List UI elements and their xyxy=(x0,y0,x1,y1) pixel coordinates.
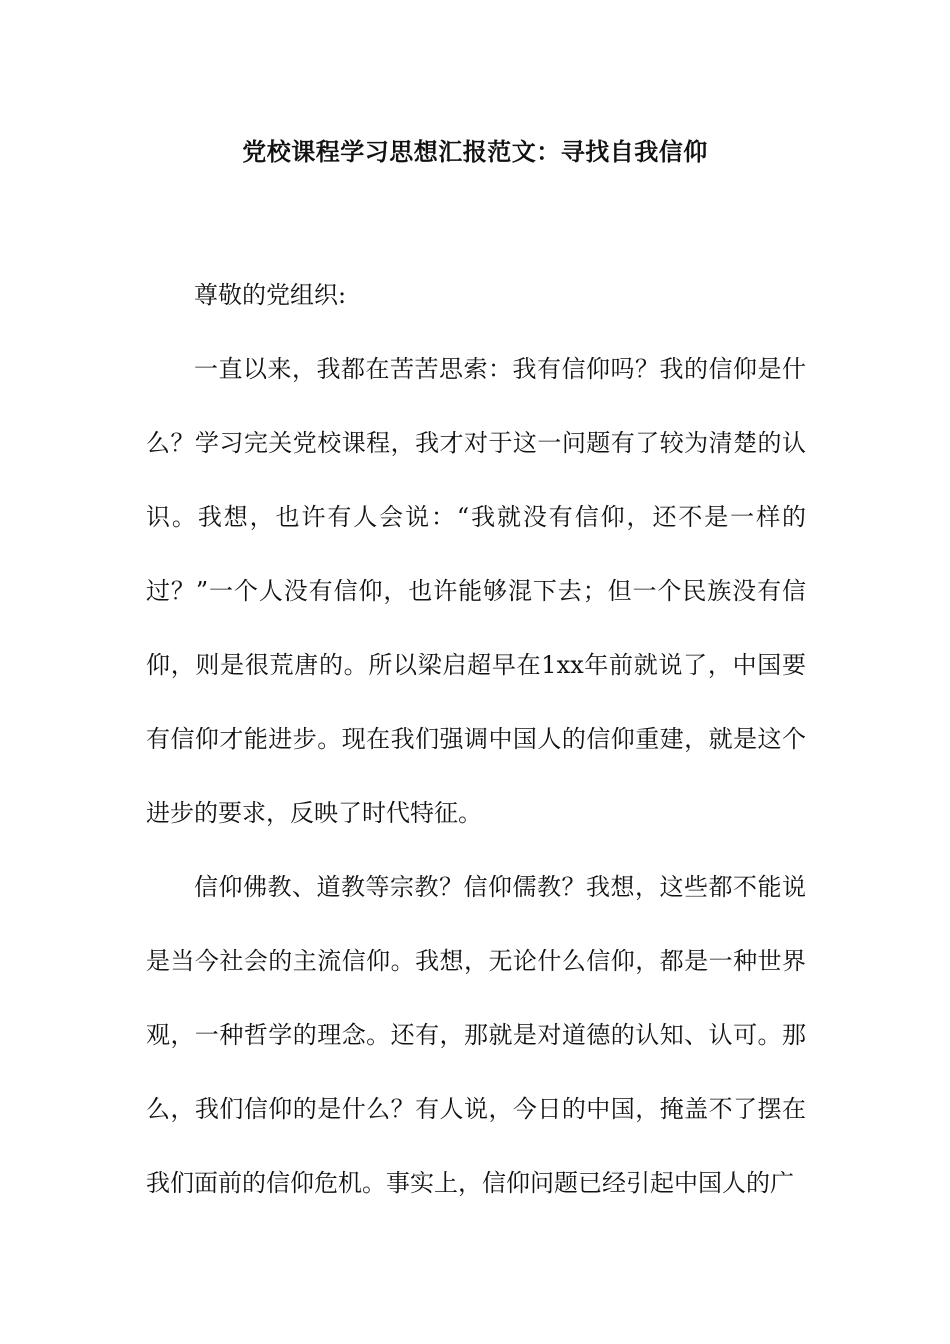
document-body xyxy=(146,258,806,1220)
document-title: 党校课程学习思想汇报范文：寻找自我信仰 xyxy=(242,137,708,166)
paragraph-2: 信仰佛教、道教等宗教？信仰儒教？我想，这些都不能说是当今社会的主流信仰。我想，无论什么信仰，都是一种世界观，一种哲学的理念。还有，那就是对道德的认知、认可。那么，我们信仰的是什么？有人说，今日的中国，掩盖不了摆在我们面前的信仰危机。事实上，信仰问题已经引起中国人的广 xyxy=(146,873,806,1197)
paragraph-1: 一直以来，我都在苦苦思索：我有信仰吗？我的信仰是什么？学习完关党校课程，我才对于这一问题有了较为清楚的认识。我想，也许有人会说：“我就没有信仰，还不是一样的过？”一个人没有信仰，也许能够混下去；但一个民族没有信仰，则是很荒唐的。所以梁启超早在1xx年前就说了，中国要有信仰才能进步。现在我们强调中国人的信仰重建，就是这个进步的要求，反映了时代特征。 xyxy=(146,355,806,827)
salutation: 尊敬的党组织: xyxy=(194,281,347,309)
